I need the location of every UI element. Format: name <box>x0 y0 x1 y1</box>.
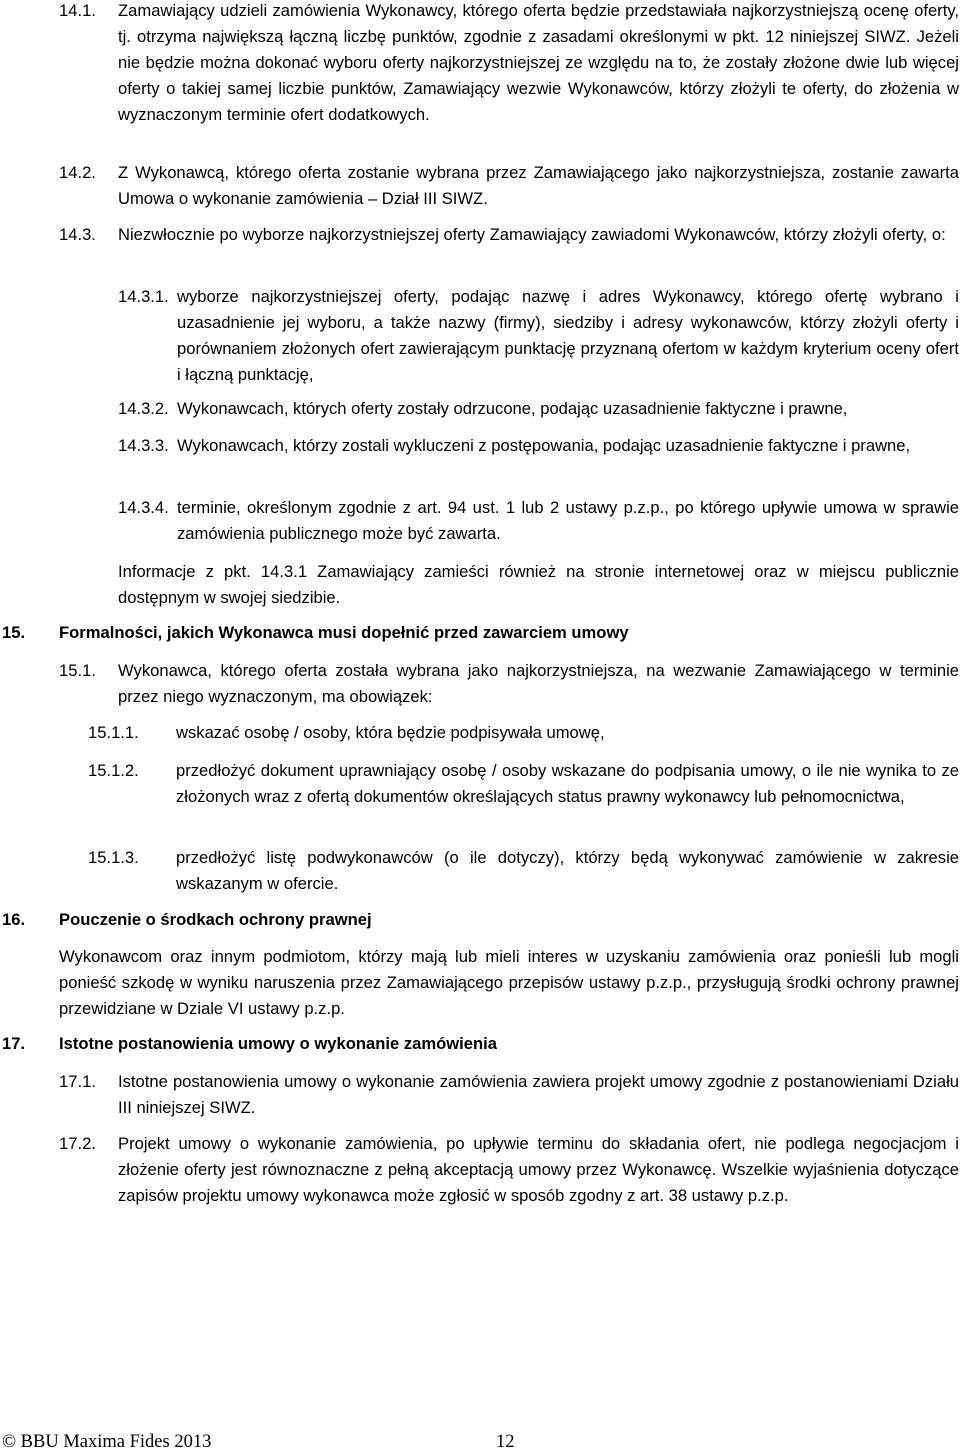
paragraph-text: Projekt umowy o wykonanie zamówienia, po upływie terminu do składania ofert, nie podlega negocjacjom i złożenie oferty jest równoznaczne z pełną akceptacją umowy przez Wykonawcę. Wszelkie wyjaśnienia dotyczące zapisów projektu umowy wykonawca może zgłosić w sposób zgodny z art. 38 ustawy p.z.p. <box>118 1134 959 1205</box>
paragraph-number: 14.1. <box>59 1 96 20</box>
paragraph-text: wyborze najkorzystniejszej oferty, podając nazwę i adres Wykonawcy, którego ofertę wybrano i uzasadnienie jej wyboru, a także nazwy (firmy), siedziby i adresy wykonawców, którzy złożyli oferty i porównaniem złożonych ofert zawierającym punktację przyznaną ofertom w każdym kryterium oceny ofert i łączną punktację, <box>177 287 959 384</box>
paragraph-text: przedłożyć dokument uprawniający osobę / osoby wskazane do podpisania umowy, o ile nie wynika to ze złożonych wraz z ofertą dokumentów określających status prawny wykonawcy lub pełnomocnictwa, <box>176 761 959 806</box>
paragraph-14-1 <box>59 0 959 128</box>
paragraph-number: 14.3.3. <box>118 436 169 455</box>
paragraph-number: 14.2. <box>59 163 96 182</box>
info-note: Informacje z pkt. 14.3.1 Zamawiający zamieści również na stronie internetowej oraz w miejscu publicznie dostępnym w swojej siedzibie. <box>118 562 959 607</box>
paragraph-17-2 <box>59 1131 959 1209</box>
footer-copyright: © BBU Maxima Fides 2013 <box>2 1432 212 1452</box>
heading-text: Istotne postanowienia umowy o wykonanie zamówienia <box>59 1034 497 1053</box>
paragraph-15-1-1 <box>88 720 959 746</box>
paragraph-number: 17.2. <box>59 1134 96 1153</box>
paragraph-text: Wykonawcach, których oferty zostały odrzucone, podając uzasadnienie faktyczne i prawne, <box>177 399 848 418</box>
paragraph-text: Z Wykonawcą, którego oferta zostanie wybrana przez Zamawiającego jako najkorzystniejsza, zostanie zawarta Umowa o wykonanie zamówienia – Dział III SIWZ. <box>118 163 959 208</box>
paragraph-14-3-2 <box>118 396 959 422</box>
heading-text: Pouczenie o środkach ochrony prawnej <box>59 910 372 929</box>
paragraph-16: Wykonawcom oraz innym podmiotom, którzy mają lub mieli interes w uzyskaniu zamówienia oraz ponieśli lub mogli ponieść szkodę w wyniku naruszenia przez Zamawiającego przepisów ustawy p.z.p., przysługują środki ochrony prawnej przewidziane w Dziale VI ustawy p.z.p. <box>59 947 959 1018</box>
paragraph-15-1-3 <box>88 845 959 897</box>
paragraph-15-1 <box>59 658 959 710</box>
paragraph-text: Niezwłocznie po wyborze najkorzystniejszej oferty Zamawiający zawiadomi Wykonawców, którzy złożyli oferty, o: <box>118 225 946 244</box>
paragraph-number: 15.1.2. <box>88 761 139 780</box>
heading-number: 16. <box>2 910 26 929</box>
paragraph-number: 14.3.2. <box>118 399 169 418</box>
paragraph-14-3-1 <box>118 284 959 388</box>
paragraph-14-3-4 <box>118 495 959 547</box>
paragraph-text: Wykonawca, którego oferta została wybrana jako najkorzystniejsza, na wezwanie Zamawiającego w terminie przez niego wyznaczonym, ma obowiązek: <box>118 661 959 706</box>
section-heading-17 <box>2 1031 959 1057</box>
heading-text: Formalności, jakich Wykonawca musi dopełnić przed zawarciem umowy <box>59 623 629 642</box>
paragraph-number: 14.3.4. <box>118 498 169 517</box>
paragraph-number: 17.1. <box>59 1072 96 1091</box>
paragraph-number: 15.1. <box>59 661 96 680</box>
paragraph-text: Istotne postanowienia umowy o wykonanie zamówienia zawiera projekt umowy zgodnie z postanowieniami Działu III niniejszej SIWZ. <box>118 1072 959 1117</box>
page-number: 12 <box>496 1432 515 1452</box>
paragraph-14-2 <box>59 160 959 212</box>
paragraph-14-3 <box>59 222 959 248</box>
paragraph-number: 15.1.1. <box>88 723 139 742</box>
paragraph-number: 15.1.3. <box>88 848 139 867</box>
paragraph-number: 14.3.1. <box>118 287 169 306</box>
paragraph-number: 14.3. <box>59 225 96 244</box>
heading-number: 15. <box>2 623 26 642</box>
heading-number: 17. <box>2 1034 26 1053</box>
paragraph-17-1 <box>59 1069 959 1121</box>
paragraph-text: Zamawiający udzieli zamówienia Wykonawcy, którego oferta będzie przedstawiała najkorzystniejszą ocenę oferty, tj. otrzyma największą łączną liczbę punktów, zgodnie z zasadami określonymi w pkt. 12 niniejszej SIWZ. Jeżeli nie będzie można dokonać wyboru oferty najkorzystniejszej ze względu na to, że zostały złożone dwie lub więcej oferty o takiej samej liczbie punktów, Zamawiający wezwie Wykonawców, którzy złożyli te oferty, do złożenia w wyznaczonym terminie ofert dodatkowych. <box>118 1 959 124</box>
paragraph-14-3-3 <box>118 433 959 459</box>
paragraph-15-1-2 <box>88 758 959 810</box>
paragraph-text: wskazać osobę / osoby, która będzie podpisywała umowę, <box>176 723 605 742</box>
paragraph-text: przedłożyć listę podwykonawców (o ile dotyczy), którzy będą wykonywać zamówienie w zakresie wskazanym w ofercie. <box>176 848 959 893</box>
page-footer <box>0 1432 960 1452</box>
section-heading-16 <box>2 907 959 933</box>
section-heading-15 <box>2 620 959 646</box>
paragraph-text: terminie, określonym zgodnie z art. 94 ust. 1 lub 2 ustawy p.z.p., po którego upływie umowa w sprawie zamówienia publicznego może być zawarta. <box>177 498 959 543</box>
paragraph-text: Wykonawcach, którzy zostali wykluczeni z postępowania, podając uzasadnienie faktyczne i prawne, <box>177 436 911 455</box>
